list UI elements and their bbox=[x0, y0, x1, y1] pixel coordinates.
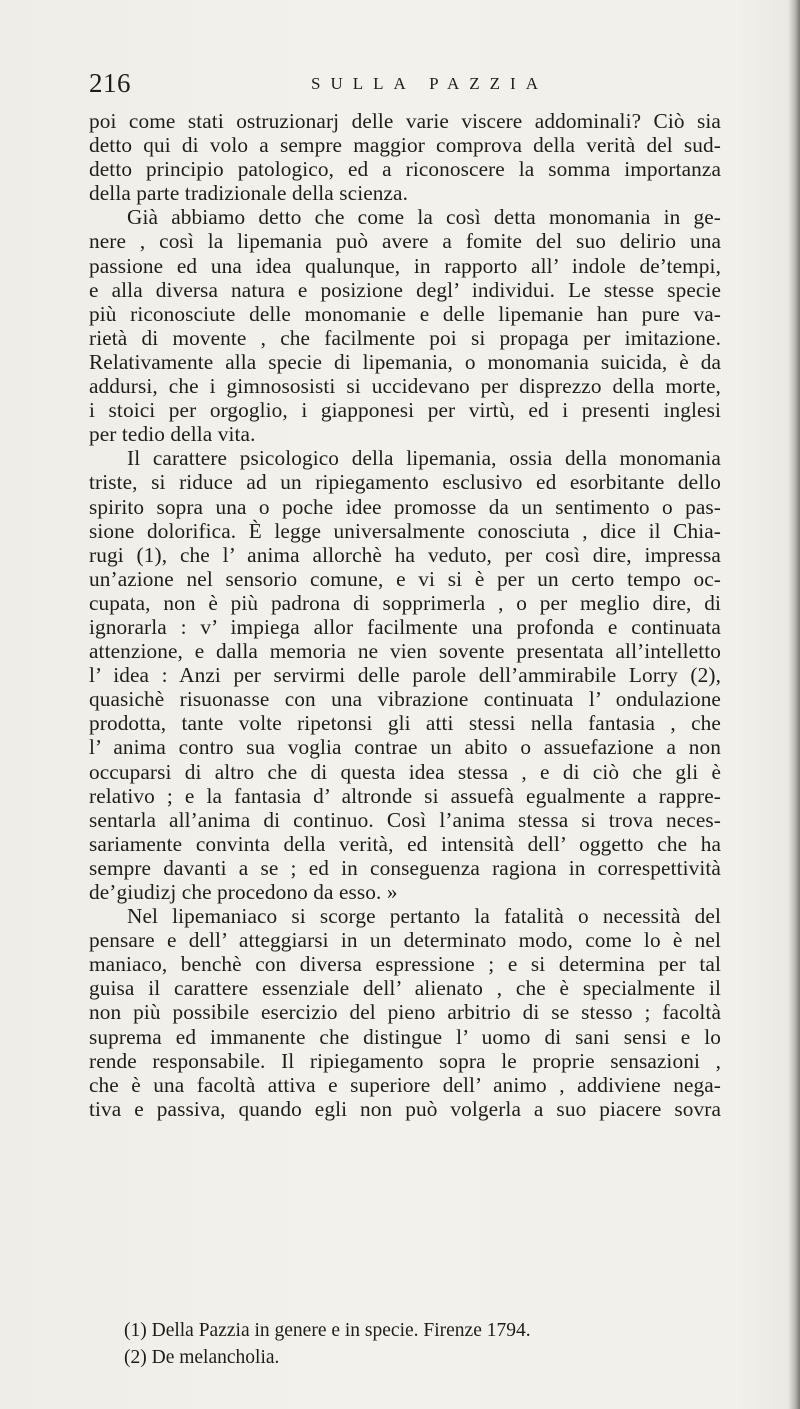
text-line: detto qui di volo a sempre maggior comprova della verità del sud- bbox=[89, 133, 721, 158]
text-line: guisa il carattere essenziale dell’ alienato , che è specialmente il bbox=[89, 976, 721, 1001]
text-line: quasichè risuonasse con una vibrazione continuata l’ ondulazione bbox=[89, 687, 721, 712]
text-line: sariamente convinta della verità, ed intensità dell’ oggetto che ha bbox=[89, 831, 721, 856]
text-line: sentarla all’anima di continuo. Così l’anima stessa si trova neces- bbox=[89, 807, 721, 832]
text-line: Già abbiamo detto che come la così detta monomania in ge- bbox=[127, 205, 721, 230]
text-line: un’azione nel sensorio comune, e vi si è per un certo tempo oc- bbox=[89, 566, 721, 591]
text-line: e alla diversa natura e posizione degl’ individui. Le stesse specie bbox=[89, 277, 721, 302]
text-line: Nel lipemaniaco si scorge pertanto la fatalità o necessità del bbox=[127, 904, 721, 929]
text-line: rietà di movente , che facilmente poi si propaga per imitazione. bbox=[89, 325, 721, 350]
page-header bbox=[89, 68, 709, 104]
text-line: triste, si riduce ad un ripiegamento esclusivo ed esorbitante dello bbox=[89, 470, 721, 495]
footnotes bbox=[124, 1317, 684, 1371]
text-line: attenzione, e dalla memoria ne vien sovente presentata all’intelletto bbox=[89, 639, 721, 664]
text-line: Il carattere psicologico della lipemania, ossia della monomania bbox=[127, 446, 721, 471]
text-line: sione dolorifica. È legge universalmente conosciuta , dice il Chia- bbox=[89, 518, 721, 543]
footnote: (2) De melancholia. bbox=[124, 1347, 280, 1368]
footnote: (1) Della Pazzia in genere e in specie. Firenze 1794. bbox=[124, 1320, 531, 1341]
text-line: relativo ; e la fantasia d’ altronde si assuefà egualmente a rappre- bbox=[89, 783, 721, 808]
text-line: rende responsabile. Il ripiegamento sopra le proprie sensazioni , bbox=[89, 1048, 721, 1073]
text-line: i stoici per orgoglio, i giapponesi per virtù, ed i presenti inglesi bbox=[89, 398, 721, 423]
text-line: maniaco, benchè con diversa espressione ; e si determina per tal bbox=[89, 952, 721, 977]
body-text bbox=[89, 109, 721, 1121]
text-line: ignorarla : v’ impiega allor facilmente una profonda e continuata bbox=[89, 614, 721, 639]
text-line: per tedio della vita. bbox=[89, 422, 256, 447]
text-line: cupata, non è più padrona di sopprimerla , o per meglio dire, di bbox=[89, 590, 721, 615]
text-line: de’giudizj che procedono da esso. » bbox=[89, 880, 398, 904]
text-line: suprema ed immanente che distingue l’ uomo di sani sensi e lo bbox=[89, 1024, 721, 1049]
text-line: detto principio patologico, ed a riconoscere la somma importanza bbox=[89, 157, 721, 182]
text-line: passione ed una idea qualunque, in rapporto all’ indole de’tempi, bbox=[89, 253, 721, 278]
text-line: tiva e passiva, quando egli non può volgerla a suo piacere sovra bbox=[89, 1096, 721, 1121]
text-line: rugi (1), che l’ anima allorchè ha veduto, per così dire, impressa bbox=[89, 542, 721, 567]
text-line: più riconosciute delle monomanie e delle lipemanie han pure va- bbox=[89, 301, 721, 326]
page-edge-shadow bbox=[788, 0, 800, 1409]
text-line: nere , così la lipemania può avere a fomite del suo delirio una bbox=[89, 229, 721, 254]
page-number: 216 bbox=[89, 68, 131, 98]
text-line: Relativamente alla specie di lipemania, o monomania suicida, è da bbox=[89, 349, 721, 374]
text-line: sempre davanti a se ; ed in conseguenza ragiona in correspettività bbox=[89, 855, 721, 880]
text-line: spirito sopra una o poche idee promosse da un sentimento o pas- bbox=[89, 494, 721, 519]
text-line: poi come stati ostruzionarj delle varie viscere addominali? Ciò sia bbox=[89, 109, 721, 133]
running-title: SULLA PAZZIA bbox=[311, 74, 548, 93]
text-line: pensare e dell’ atteggiarsi in un determinato modo, come lo è nel bbox=[89, 928, 721, 953]
text-line: l’ anima contro sua voglia contrae un abito o assuefazione a non bbox=[89, 735, 721, 760]
text-line: occuparsi di altro che di questa idea stessa , e di ciò che gli è bbox=[89, 759, 721, 784]
text-line: non più possibile esercizio del pieno arbitrio di se stesso ; facoltà bbox=[89, 1000, 721, 1025]
text-line: prodotta, tante volte ripetonsi gli atti stessi nella fantasia , che bbox=[89, 711, 721, 736]
text-line: che è una facoltà attiva e superiore dell’ animo , addiviene nega- bbox=[89, 1072, 721, 1097]
text-line: addursi, che i gimnososisti si uccidevano per disprezzo della morte, bbox=[89, 374, 721, 399]
text-line: della parte tradizionale della scienza. bbox=[89, 181, 409, 206]
text-line: l’ idea : Anzi per servirmi delle parole dell’ammirabile Lorry (2), bbox=[89, 663, 721, 688]
